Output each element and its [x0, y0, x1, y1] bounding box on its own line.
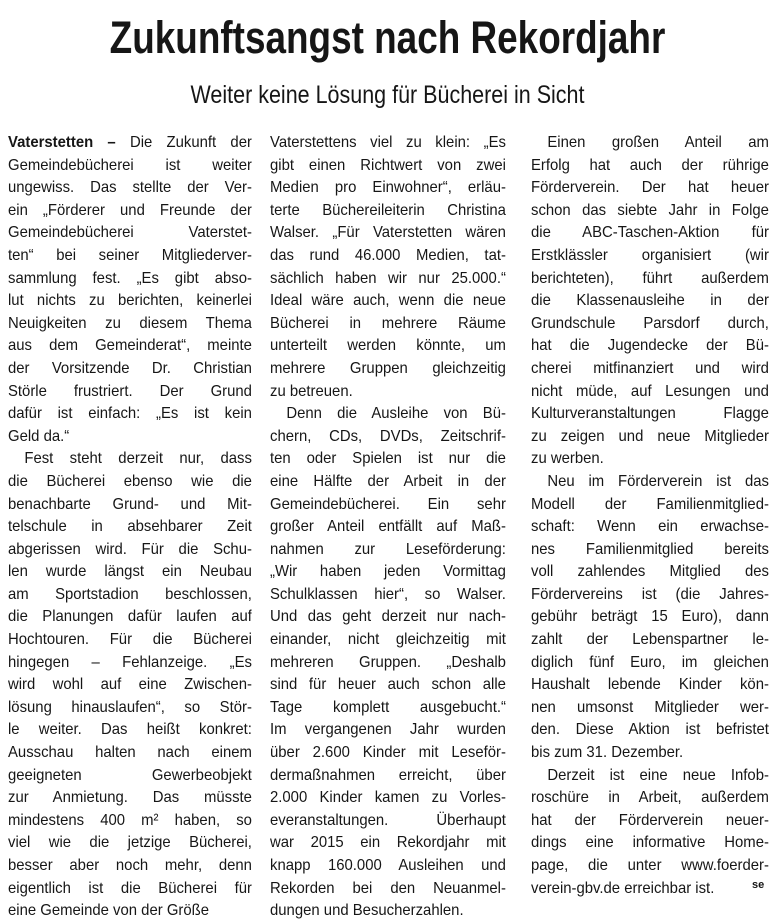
article-line: nahmen zur Leseförderung: — [270, 540, 506, 558]
article-line: „Wir haben jeden Vormittag — [270, 563, 506, 581]
article-line: cherei mitfinanziert und wird — [531, 359, 769, 377]
article-line: geeigneten Gewerbeobjekt — [8, 766, 252, 784]
article-column-2 — [270, 132, 506, 923]
article-line: die Planungen dafür laufen auf — [8, 608, 252, 626]
article-line: dings eine informative Home- — [531, 834, 769, 852]
article-line: eigentlich ist die Bücherei für — [8, 879, 252, 897]
article-line: schaft: Wenn ein erwachse- — [531, 518, 769, 536]
article-column-1 — [8, 132, 252, 923]
subheadline: Weiter keine Lösung für Bücherei in Sicht — [190, 81, 585, 109]
article-line: knapp 160.000 Ausleihen und — [270, 857, 506, 874]
article-line: Medien pro Einwohner“, erläu- — [270, 179, 506, 197]
article-line: einander, nicht gleichzeitig mit — [270, 631, 506, 649]
article-line: Modell der Familienmitglied- — [531, 495, 769, 513]
article-line: Fest steht derzeit nur, dass — [24, 450, 252, 468]
article-line: le weiter. Das heißt konkret: — [8, 721, 252, 739]
article-line: terte Büchereileiterin Christina — [270, 201, 506, 219]
article-line: hingegen – Fehlanzeige. „Es — [8, 653, 252, 671]
article-line: len wurde längst ein Neubau — [8, 563, 252, 581]
article-line: am Sportstadion beschlossen, — [8, 585, 252, 603]
article-line: der Vorsitzende Dr. Christian — [8, 359, 252, 377]
article-line: abgerissen wird. Für die Schu- — [8, 540, 252, 558]
article-line: mindestens 400 m² haben, so — [8, 811, 252, 829]
article-line: aus dem Gemeinderat“, meinte — [8, 337, 252, 355]
article-line: voll zahlendes Mitglied des — [531, 563, 769, 581]
article-line: lut nichts zu berichten, keinerlei — [8, 292, 252, 310]
article-line: roschüre in Arbeit, außerdem — [531, 789, 769, 807]
article-line: Rekorden bei den Neuanmel- — [270, 879, 506, 897]
article-line: ten oder Spielen ist nur die — [270, 450, 506, 468]
article-line: hat der Förderverein neuer- — [531, 811, 769, 829]
article-line: benachbarte Grund- und Mit- — [8, 495, 252, 513]
article-line: Gemeindebücherei ist weiter — [8, 156, 252, 174]
article-line: eine Gemeinde von der Größe — [8, 902, 209, 920]
article-line: zu zeigen und neue Mitglieder — [531, 427, 769, 445]
article-line: Und das geht derzeit nur nach- — [270, 608, 506, 626]
article-line: Hochtouren. Für die Bücherei — [8, 631, 252, 649]
dateline: Vaterstetten – — [8, 134, 116, 151]
article-line: Schulklassen hier“, so Walser. — [270, 585, 506, 603]
article-line: zahlt der Lebenspartner le- — [531, 631, 769, 649]
article-line: gebühr beträgt 15 Euro), dann — [531, 608, 769, 626]
article-line: sammlung fest. „Es gibt abso- — [8, 269, 252, 287]
article-line: Bücherei in mehrere Räume — [270, 314, 506, 332]
article-line: Ideal wäre auch, wenn die neue — [270, 292, 506, 310]
article-line: die Bücherei ebenso wie die — [8, 472, 252, 490]
article-line: berichteten), führt außerdem — [531, 269, 769, 287]
article-line: Vaterstettens viel zu klein: „Es — [270, 134, 506, 151]
article-line: nicht müde, auf Lesungen und — [531, 382, 769, 400]
article-line — [8, 132, 252, 155]
article-line: Fördervereins ist (die Jahres- — [531, 585, 769, 603]
article-line: diglich fünf Euro, im gleichen — [531, 653, 769, 671]
article-line: Förderverein. Der hat heuer — [531, 179, 769, 197]
article-line: bis zum 31. Dezember. — [531, 744, 684, 762]
article-column-3 — [531, 132, 769, 900]
article-line: nes Familienmitglied bereits — [531, 540, 769, 558]
article-line: verein-gbv.de erreichbar ist. — [531, 879, 715, 897]
article-line: die ABC-Taschen-Aktion für — [531, 224, 769, 242]
article-line: page, die unter www.foerder- — [531, 857, 769, 874]
article-line: Neu im Förderverein ist das — [547, 472, 769, 490]
article-line: telschule in absehbarer Zeit — [8, 518, 252, 536]
article-line: Derzeit ist eine neue Infob- — [547, 766, 769, 784]
article-line: gibt einen Richtwert von zwei — [270, 156, 506, 174]
article-line: viel wie die jetzige Bücherei, — [8, 834, 252, 852]
article-line: die Klassenausleihe in der — [531, 292, 769, 310]
article-line: zu werben. — [531, 450, 604, 468]
article-line: sind für heuer auch schon alle — [270, 676, 506, 694]
article-line: zu betreuen. — [270, 382, 353, 400]
article-line: nen umsonst Mitglieder wer- — [531, 698, 769, 716]
article-line: Ausschau halten nach einem — [8, 744, 252, 762]
article-line: Grundschule Parsdorf durch, — [531, 314, 769, 332]
article-line: Erstklässler organisiert (wir — [531, 246, 769, 264]
article-line: über 2.600 Kinder mit Leseför- — [270, 744, 506, 762]
article-line: Gemeindebücherei Vaterstet- — [8, 224, 252, 242]
article-line: schon das siebte Jahr in Folge — [531, 201, 769, 219]
article-line: Geld da.“ — [8, 427, 70, 445]
article-line: den. Diese Aktion ist befristet — [531, 721, 769, 739]
article-line: Tage komplett ausgebucht.“ — [270, 698, 506, 716]
article-line: Kulturveranstaltungen Flagge — [531, 405, 769, 423]
article-line: besser aber noch mehr, denn — [8, 857, 252, 874]
article-line: mehreren Gruppen. „Deshalb — [270, 653, 506, 671]
article-line: ungewiss. Das stellte der Ver- — [8, 179, 252, 197]
article-line: lösung hinauslaufen“, so Stör- — [8, 698, 252, 716]
article-line: Haushalt lebende Kinder kön- — [531, 676, 769, 694]
article-line: zur Anmietung. Das müsste — [8, 789, 252, 807]
article-line: Neuigkeiten zu diesem Thema — [8, 314, 252, 332]
article-line: sächlich haben wir nur 25.000.“ — [270, 269, 506, 287]
article-line: Walser. „Für Vaterstetten wären — [270, 224, 506, 242]
article-line: 2.000 Kinder kamen zu Vorles- — [270, 789, 506, 807]
article-line: eine Hälfte der Arbeit in der — [270, 472, 506, 490]
article-line: hat die Jugendecke der Bü- — [531, 337, 769, 355]
article-line: mehrere Gruppen gleichzeitig — [270, 359, 506, 377]
article-line: Störle frustriert. Der Grund — [8, 382, 252, 400]
article-line: dungen und Besucherzahlen. — [270, 902, 464, 920]
article-line: das rund 46.000 Medien, tat- — [270, 246, 506, 264]
author-initials: se — [752, 879, 765, 891]
article-line-text: Die Zukunft der — [115, 134, 252, 151]
article-line: Gemeindebücherei. Ein sehr — [270, 495, 506, 513]
article-line: dafür ist einfach: „Es ist kein — [8, 405, 252, 423]
article-line: ten“ bei seiner Mitgliederver- — [8, 246, 252, 264]
article-line: everanstaltungen. Überhaupt — [270, 811, 506, 829]
article-line: Einen großen Anteil am — [547, 134, 769, 151]
article-line: Denn die Ausleihe von Bü- — [286, 405, 506, 423]
article-line: großer Anteil entfällt auf Maß- — [270, 518, 506, 536]
article-line: unterteilt werden könnte, um — [270, 337, 506, 355]
headline: Zukunftsangst nach Rekordjahr — [109, 12, 666, 63]
article-line: chern, CDs, DVDs, Zeitschrif- — [270, 427, 506, 445]
article-line: Erfolg hat auch der rührige — [531, 156, 769, 174]
article-line: Im vergangenen Jahr wurden — [270, 721, 506, 739]
article-line: wird wohl auf eine Zwischen- — [8, 676, 252, 694]
article-line: dermaßnahmen erreicht, über — [270, 766, 506, 784]
article-line: ein „Förderer und Freunde der — [8, 201, 252, 219]
article-line: war 2015 ein Rekordjahr mit — [270, 834, 506, 852]
